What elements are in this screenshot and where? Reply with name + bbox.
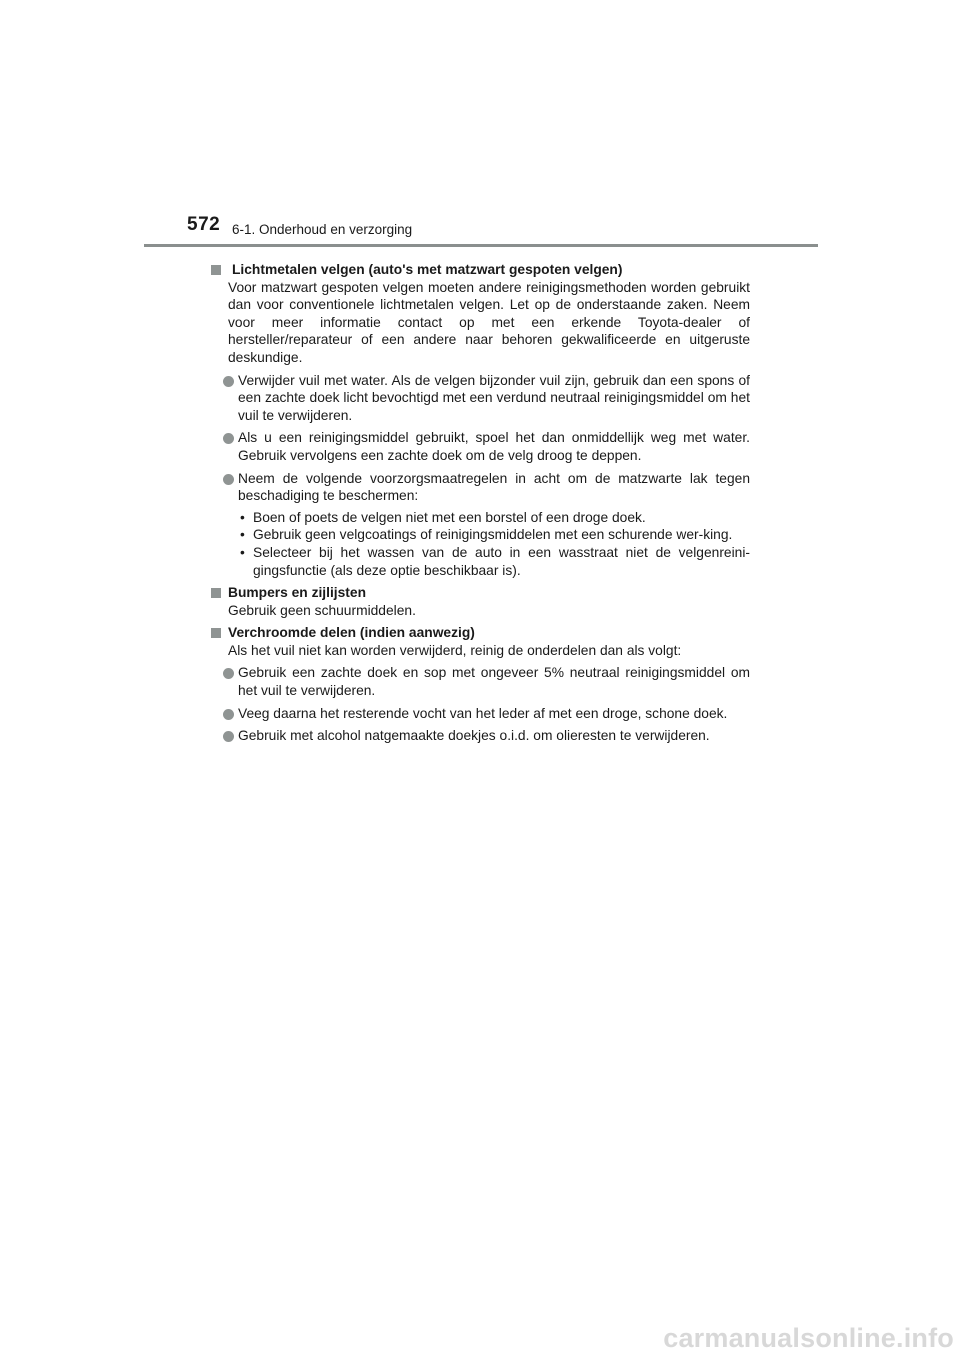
list-item-text: Verwijder vuil met water. Als de velgen bijzonder vuil zijn, gebruik dan een spons of een zachte doek licht bevochtigd met een verdund neutraal reinigingsmiddel om het vuil te verwijderen.	[238, 372, 750, 423]
list-item	[210, 372, 750, 425]
square-bullet-icon	[211, 265, 221, 275]
dot-bullet-icon: •	[240, 509, 245, 525]
dot-bullet-icon: •	[240, 544, 245, 560]
sub-list-item-text: Boen of poets de velgen niet met een borstel of een droge doek.	[253, 509, 646, 525]
circle-bullet-icon	[223, 731, 234, 742]
page-content	[210, 256, 750, 745]
heading-text: Lichtmetalen velgen (auto's met matzwart gespoten velgen)	[232, 262, 623, 277]
square-bullet-icon	[211, 588, 221, 598]
heading-chrome-parts	[210, 624, 750, 642]
heading-text: Bumpers en zijlijsten	[228, 585, 367, 601]
paragraph-bumpers: Gebruik geen schuurmiddelen.	[228, 602, 416, 618]
list-item-text: Neem de volgende voorzorgsmaatregelen in acht om de matzwarte lak tegen beschadiging te beschermen:	[238, 470, 750, 504]
dot-bullet-icon: •	[240, 527, 245, 543]
heading-alloy-wheels	[210, 261, 750, 279]
list-item-text: Als u een reinigingsmiddel gebruikt, spoel het dan onmiddellijk weg met water. Gebruik vervolgens een zachte doek om de velg droog te deppen.	[238, 430, 750, 463]
sub-list-item	[210, 509, 750, 527]
paragraph-chrome-intro: Als het vuil niet kan worden verwijderd, reinig de onderdelen dan als volgt:	[228, 642, 682, 658]
circle-bullet-icon	[223, 433, 234, 444]
circle-bullet-icon	[223, 474, 234, 485]
section-title: 6-1. Onderhoud en verzorging	[232, 222, 413, 237]
header-divider	[144, 244, 818, 247]
list-item	[210, 664, 750, 699]
heading-bumpers	[210, 584, 750, 602]
paragraph-alloy-intro: Voor matzwart gespoten velgen moeten andere reinigingsmethoden worden gebruikt dan voor conventionele lichtmetalen velgen. Let op de onderstaande zaken. Neem voor meer informatie contact op met een erkende Toyota-dealer of hersteller/reparateur of een andere naar behoren gekwalificeerde en uitgeruste deskundige.	[228, 279, 750, 365]
watermark: carmanualsonline.info	[663, 1323, 954, 1353]
list-item	[210, 429, 750, 464]
list-item-text: Gebruik een zachte doek en sop met ongeveer 5% neutraal reinigingsmiddel om het vuil te verwijderen.	[238, 665, 750, 699]
heading-text: Verchroomde delen (indien aanwezig)	[228, 625, 475, 641]
list-item-text: Gebruik met alcohol natgemaakte doekjes o.i.d. om olieresten te verwijderen.	[238, 728, 710, 744]
sub-list-item	[210, 526, 750, 544]
list-item	[210, 705, 750, 723]
circle-bullet-icon	[223, 376, 234, 387]
sub-list-item-text: Selecteer bij het wassen van de auto in een wasstraat niet de velgenreini-gingsfunctie (als deze optie beschikbaar is).	[253, 544, 750, 578]
list-item	[210, 470, 750, 505]
list-item	[210, 727, 750, 745]
page-number: 572	[187, 214, 221, 235]
square-bullet-icon	[211, 628, 221, 638]
list-item-text: Veeg daarna het resterende vocht van het leder af met een droge, schone doek.	[238, 705, 728, 721]
sub-list-item-text: Gebruik geen velgcoatings of reinigingsmiddelen met een schurende wer-king.	[253, 527, 733, 543]
circle-bullet-icon	[223, 668, 234, 679]
circle-bullet-icon	[223, 709, 234, 720]
sub-list-item	[210, 544, 750, 579]
